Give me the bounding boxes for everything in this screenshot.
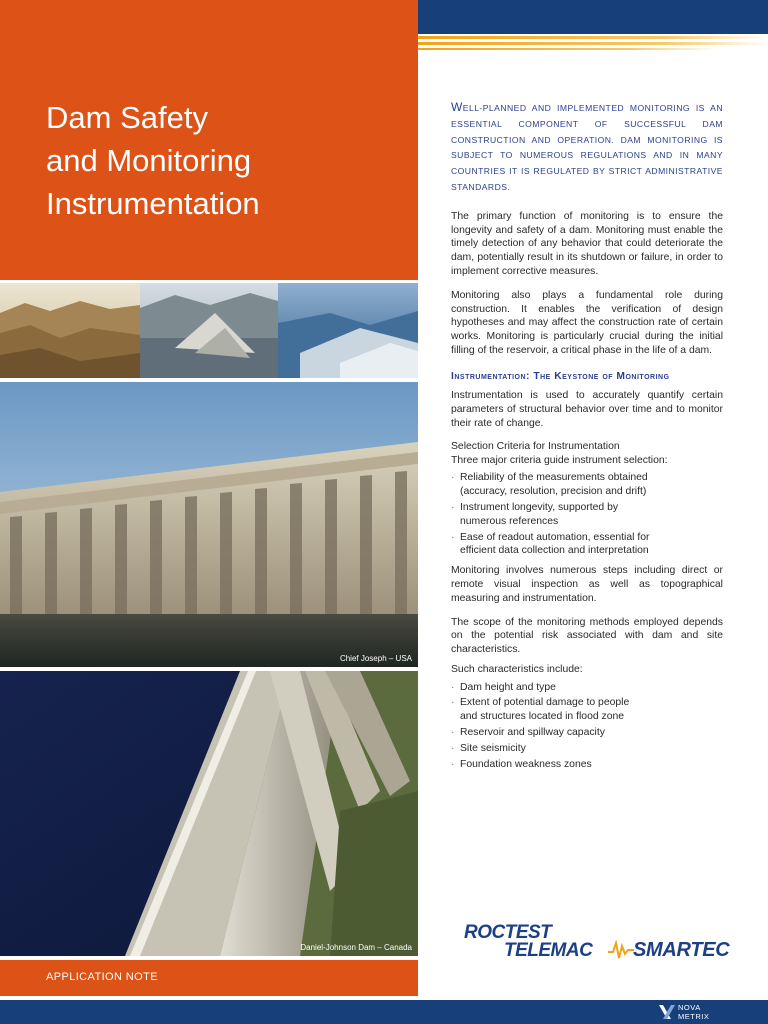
paragraph-monitoring-steps: Monitoring involves numerous steps including direct or remote visual inspection as well as topographical measuring and instrumentation.	[451, 565, 723, 604]
list-item	[451, 501, 723, 529]
metrix-line: METRIX	[678, 1012, 710, 1021]
document-title	[46, 96, 260, 225]
signal-wave-icon	[608, 940, 634, 960]
top-banner	[418, 0, 768, 34]
list-item-text: Dam height and type	[460, 681, 556, 693]
nova-metrix-text	[678, 1003, 709, 1021]
characteristics-intro: Such characteristics include:	[451, 663, 583, 675]
smartec-logo: SMARTEC	[633, 939, 730, 961]
criteria-intro: Three major criteria guide instrument selection:	[451, 454, 668, 466]
list-item	[451, 742, 723, 756]
list-item	[451, 531, 723, 559]
caption-daniel-johnson: Daniel-Johnson Dam – Canada	[300, 943, 412, 952]
dam-photo-1	[0, 382, 418, 667]
list-item-text: and structures located in flood zone	[460, 711, 625, 723]
nova-metrix-icon	[658, 1003, 676, 1021]
photo-strip	[0, 283, 418, 378]
nova-metrix-logo	[656, 1002, 764, 1022]
criteria-list	[451, 471, 723, 558]
title-line-3: Instrumentation	[46, 186, 260, 221]
list-item-text: Reliability of the measurements obtained	[460, 472, 648, 484]
caption-chief-joseph: Chief Joseph – USA	[339, 654, 412, 663]
list-item-text: Foundation weakness zones	[460, 758, 592, 770]
list-item-text: efficient data collection and interpretation	[460, 545, 649, 557]
dam-photo-2	[0, 671, 418, 956]
title-line-2: and Monitoring	[46, 143, 252, 178]
list-item-text: (accuracy, resolution, precision and drift)	[460, 486, 647, 498]
chief-joseph-dam-photo	[0, 382, 418, 667]
paragraph-scope: The scope of the monitoring methods employed depends on the potential risk associated with dam and site characteristics.	[451, 616, 723, 656]
intro-paragraph: WELL-PLANNED AND IMPLEMENTED MONITORING IS AN ESSENTIAL COMPONENT OF SUCCESSFUL DAM CONSTRUCTION AND OPERATION. DAM MONITORING IS SUBJECT TO NUMEROUS REGULATIONS AND IN MANY COUNTRIES IT IS REGULATED BY STRICT ADMINISTRATIVE STANDARDS.	[451, 100, 723, 192]
characteristics-list	[451, 681, 723, 772]
paragraph-primary-function: The primary function of monitoring is to ensure the longevity and safety of a dam. Monitoring must enable the timely detection of any behavior that could deteriorate the dam, potentially result in its shutdown or failure, in order to implement corrective measures.	[451, 210, 723, 277]
nova-line: NOVA	[678, 1003, 701, 1012]
list-item-text: Site seismicity	[460, 742, 526, 754]
decorative-stripes	[418, 34, 768, 56]
list-item	[451, 726, 723, 740]
paragraph-instrumentation: Instrumentation is used to accurately quantify certain parameters of structural behavior over time and to monitor their rate of change.	[451, 390, 723, 429]
daniel-johnson-dam-photo	[0, 671, 418, 956]
list-item-text: Reservoir and spillway capacity	[460, 727, 605, 739]
title-line-1: Dam Safety	[46, 100, 208, 135]
section-heading-instrumentation: Instrumentation: The Keystone of Monitoring	[451, 370, 670, 382]
paragraph-construction-role: Monitoring also plays a fundamental role during construction. It enables the verification of design hypotheses and may affect the construction rate of certain works. Monitoring is particularly crucial during the initial filling of the reservoir, a critical phase in the life of a dam.	[451, 289, 723, 356]
roctest-logo: ROCTEST	[464, 922, 552, 943]
title-panel	[0, 0, 418, 280]
application-note-bar	[0, 960, 418, 996]
list-item-text: Ease of readout automation, essential for	[460, 531, 650, 543]
article-content	[451, 100, 723, 773]
list-item	[451, 758, 723, 772]
list-item-text: Extent of potential damage to people	[460, 697, 630, 709]
list-item	[451, 471, 723, 499]
footer-bar	[0, 1000, 768, 1024]
list-item	[451, 681, 723, 695]
telemac-logo: TELEMAC	[504, 940, 593, 961]
landscape-photos	[0, 283, 418, 378]
list-item	[451, 696, 723, 724]
criteria-heading: Selection Criteria for Instrumentation	[451, 440, 620, 452]
list-item-text: numerous references	[460, 515, 559, 527]
application-note-label: APPLICATION NOTE	[46, 971, 158, 983]
list-item-text: Instrument longevity, supported by	[460, 501, 619, 513]
company-logos	[462, 918, 762, 968]
